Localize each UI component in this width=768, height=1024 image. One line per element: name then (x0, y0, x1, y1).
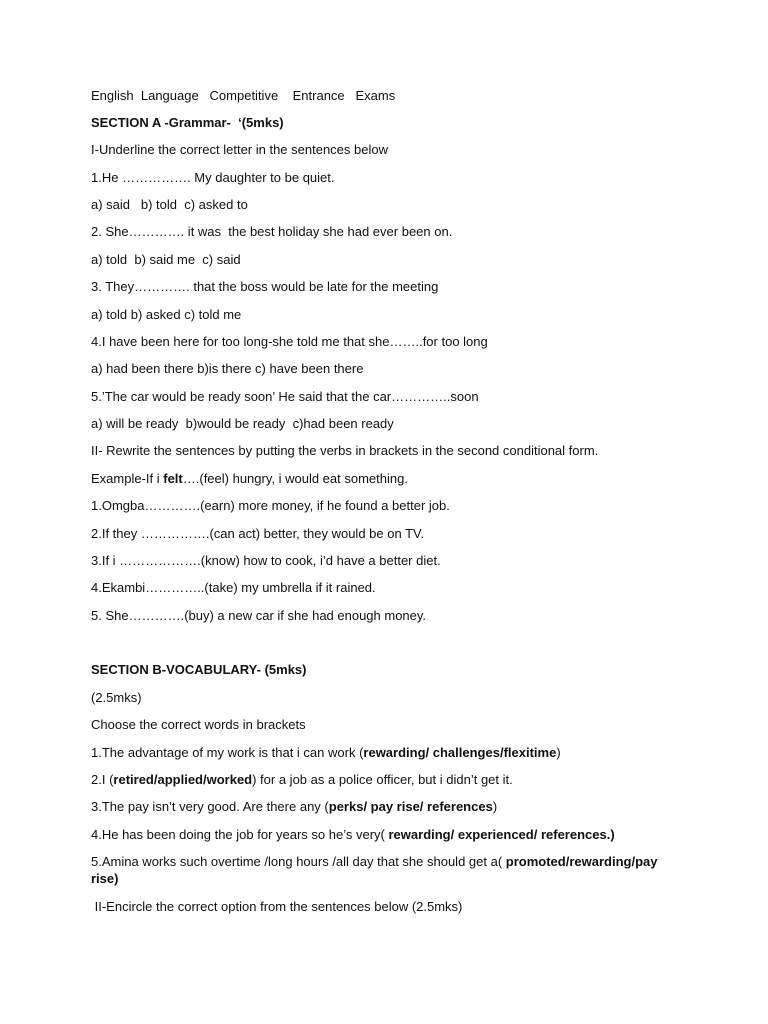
section-b-marks: (2.5mks) (91, 690, 142, 705)
vocab-q2-text: 2.I ( (91, 772, 114, 787)
part1-instruction: I-Underline the correct letter in the sentences below (91, 142, 388, 157)
section-a-heading: SECTION A -Grammar- ‘(5mks) (91, 115, 284, 130)
grammar-question-4: 4.I have been here for too long-she told me that she……..for too long (91, 334, 488, 349)
grammar-options-5: a) will be ready b)would be ready c)had been ready (91, 416, 394, 431)
conditional-question-5: 5. She………….(buy) a new car if she had enough money. (91, 608, 427, 623)
vocabulary-instruction: Choose the correct words in brackets (91, 717, 306, 732)
vocab-q3-text: 3.The pay isn’t very good. Are there any ( (91, 799, 329, 814)
section-b-heading: SECTION B-VOCABULARY- (5mks) (91, 662, 307, 677)
vocab-q5-text: 5.Amina works such overtime /long hours /all day that she should get a( (91, 854, 506, 869)
grammar-question-2: 2. She…………. it was the best holiday she had ever been on. (91, 224, 453, 239)
vocab-q5-options: promoted/rewarding/pay rise) (91, 854, 662, 886)
vocabulary-question-4 (91, 826, 681, 843)
vocabulary-question-1 (91, 744, 681, 761)
grammar-options-3: a) told b) asked c) told me (91, 307, 242, 322)
conditional-question-4: 4.Ekambi…………..(take) my umbrella if it rained. (91, 580, 376, 595)
grammar-options-4: a) had been there b)is there c) have been there (91, 361, 364, 376)
conditional-example (91, 470, 681, 487)
grammar-question-3: 3. They…………. that the boss would be late for the meeting (91, 279, 439, 294)
vocab-q3-options: perks/ pay rise/ references (328, 799, 493, 814)
conditional-question-3: 3.If i ……………….(know) how to cook, i’d have a better diet. (91, 553, 441, 568)
grammar-options-2: a) told b) said me c) said (91, 252, 241, 267)
conditional-question-2: 2.If they …………….(can act) better, they would be on TV. (91, 526, 425, 541)
vocab-q1-options: rewarding/ challenges/flexitime (363, 745, 557, 760)
vocab-q2-rest: ) for a job as a police officer, but i didn’t get it. (252, 772, 513, 787)
grammar-options-1: a) said b) told c) asked to (91, 197, 248, 212)
grammar-question-1: 1.He ……………. My daughter to be quiet. (91, 170, 335, 185)
vocab-q4-options: rewarding/ experienced/ references.) (388, 827, 615, 842)
vocab-q3-close: ) (492, 799, 498, 814)
vocabulary-question-3 (91, 798, 681, 815)
vocab-q1-text: 1.The advantage of my work is that i can work ( (91, 745, 364, 760)
vocabulary-question-2 (91, 771, 681, 788)
grammar-question-5: 5.’The car would be ready soon’ He said that the car…………..soon (91, 389, 479, 404)
vocab-q1-close: ) (556, 745, 561, 760)
document-title: English Language Competitive Entrance Exams (91, 88, 396, 103)
example-text-bold: felt (163, 471, 183, 486)
example-text-pre: Example-If i (91, 471, 164, 486)
conditional-question-1: 1.Omgba………….(earn) more money, if he found a better job. (91, 498, 450, 513)
example-text-post: ….(feel) hungry, i would eat something. (182, 471, 408, 486)
vocabulary-question-5 (91, 853, 681, 887)
vocabulary-part2-instruction: II-Encircle the correct option from the sentences below (2.5mks) (91, 899, 463, 914)
vocab-q2-options: retired/applied/worked (113, 772, 253, 787)
part2-instruction: II- Rewrite the sentences by putting the verbs in brackets in the second conditional form. (91, 443, 599, 458)
vocab-q4-text: 4.He has been doing the job for years so he’s very( (91, 827, 389, 842)
